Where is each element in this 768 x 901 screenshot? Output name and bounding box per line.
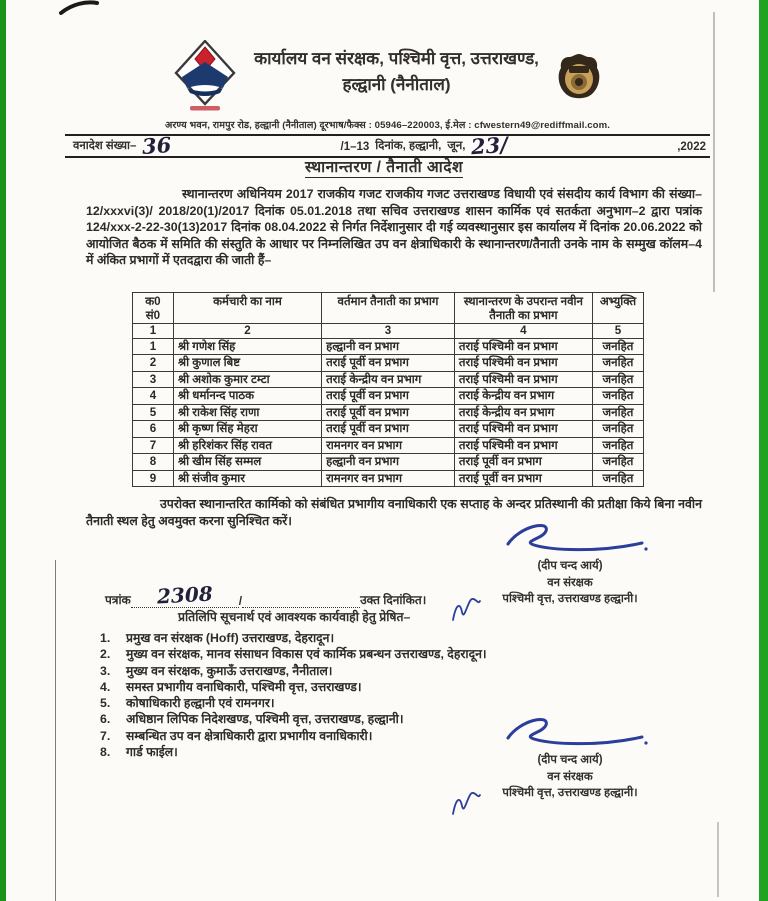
office-title-line2: हल्द्वानी (नैनीताल) xyxy=(342,75,451,95)
initials-scribble xyxy=(451,790,481,816)
table-cell: श्री गणेश सिंह xyxy=(173,338,321,355)
table-cell: तराई पूर्वी वन प्रभाग xyxy=(322,421,455,438)
copy-list xyxy=(100,630,487,760)
table-cell: तराई पश्चिमी वन प्रभाग xyxy=(454,437,592,454)
copy-list-number: 5. xyxy=(100,696,111,711)
copy-list-number: 1. xyxy=(100,631,111,645)
signature-block-top xyxy=(455,518,685,608)
dispatch-number-box xyxy=(131,583,239,608)
col-number: 4 xyxy=(454,324,592,339)
col-header-current-division: वर्तमान तैनाती का प्रभाग xyxy=(322,293,455,324)
copy-list-item xyxy=(100,711,487,727)
document-title: स्थानान्तरण / तैनाती आदेश xyxy=(304,159,464,176)
order-number-label: वनादेश संख्या– xyxy=(73,140,137,152)
table-cell: 3 xyxy=(133,371,174,388)
copy-list-item xyxy=(100,728,487,744)
table-cell: तराई पश्चिमी वन प्रभाग xyxy=(454,421,592,438)
table-cell: तराई केन्द्रीय वन प्रभाग xyxy=(454,404,592,421)
table-row xyxy=(133,355,644,372)
table-cell: 1 xyxy=(133,338,174,355)
table-cell: तराई पूर्वी वन प्रभाग xyxy=(454,470,592,487)
table-cell: 9 xyxy=(133,470,174,487)
table-row xyxy=(133,470,644,487)
table-body xyxy=(133,338,644,487)
table-row xyxy=(133,338,644,355)
transfer-table xyxy=(132,292,644,487)
order-date-label: दिनांक, हल्द्वानी, xyxy=(375,140,442,152)
copy-list-text: सम्बन्धित उप वन क्षेत्राधिकारी द्वारा प्रभागीय वनाधिकारी। xyxy=(126,728,373,743)
signatory-office: पश्चिमी वृत्त, उत्तराखण्ड हल्द्वानी। xyxy=(502,787,638,800)
table-row xyxy=(133,421,644,438)
scan-fold-line-left xyxy=(55,560,56,901)
table-cell: तराई पूर्वी वन प्रभाग xyxy=(322,388,455,405)
signatory-name: (दीप चन्द आर्य) xyxy=(537,754,603,766)
table-cell: श्री धर्मानन्द पाठक xyxy=(173,388,321,405)
table-cell: तराई पूर्वी वन प्रभाग xyxy=(454,454,592,471)
signatory-office: पश्चिमी वृत्त, उत्तराखण्ड हल्द्वानी। xyxy=(502,593,638,606)
table-cell: श्री हरिशंकर सिंह रावत xyxy=(173,437,321,454)
copy-list-text: अधिष्ठान लिपिक निदेशखण्ड, पश्चिमी वृत्त, उत्तराखण्ड, हल्द्वानी। xyxy=(126,712,404,727)
table-cell: तराई पश्चिमी वन प्रभाग xyxy=(454,371,592,388)
copy-list-text: समस्त प्रभागीय वनाधिकारी, पश्चिमी वृत्त, उत्तराखण्ड। xyxy=(126,679,362,694)
col-header-name: कर्मचारी का नाम xyxy=(173,293,321,324)
table-cell: तराई पूर्वी वन प्रभाग xyxy=(322,355,455,372)
copy-list-number: 4. xyxy=(100,679,111,694)
copy-list-item xyxy=(100,646,487,662)
table-cell: जनहित xyxy=(592,338,643,355)
column-number-row xyxy=(133,324,644,339)
col-header-new-division: स्थानान्तरण के उपरान्त नवीन तैनाती का प्रभाग xyxy=(454,293,592,324)
table-cell: श्री अशोक कुमार टम्टा xyxy=(173,371,321,388)
signature-ink xyxy=(490,712,650,754)
table-cell: तराई पश्चिमी वन प्रभाग xyxy=(454,355,592,372)
copy-list-number: 7. xyxy=(100,728,111,743)
copy-list-text: गार्ड फाईल। xyxy=(126,745,178,760)
table-cell: 5 xyxy=(133,404,174,421)
scan-fold-line-right xyxy=(713,12,715,292)
copy-distribution-heading: प्रतिलिपि सूचनार्थ एवं आवश्यक कार्यवाही हेतु प्रेषित– xyxy=(178,610,411,624)
signatory-name: (दीप चन्द आर्य) xyxy=(537,560,603,572)
order-year: ,2022 xyxy=(677,141,706,153)
dispatch-number-line xyxy=(105,583,426,608)
dispatch-label: पत्रांक xyxy=(105,593,131,607)
order-body-paragraph: स्थानान्तरण अधिनियम 2017 राजकीय गजट राजकीय गजट उत्तराखण्ड विधायी एवं संसदीय कार्य विभाग की संख्या–12/xxxvi(3)/ 2018/20(1)/2017 दिनांक 05.01.2018 तथा सचिव उत्तराखण्ड शासन कार्मिक एवं सतर्कता अनुभाग–2 द्वारा पत्रांक 124/xxx-2-22-30(13)2017 दिनांक 08.04.2022 से निर्गत निर्देशानुसार दी गई व्यवस्थानुसार इस कार्यालय में दिनांक 20.06.2022 को आयोजित बैठक में समिति की संस्तुति के आधार पर निम्नलिखित उप वन क्षेत्राधिकारी के स्थानान्तरण/तैनाती उनके नाम के सम्मुख कॉलम–4 में अंकित प्रभागों में एतदद्वारा की जाती हैं– xyxy=(86,187,702,268)
table-cell: जनहित xyxy=(592,454,643,471)
copy-list-text: प्रमुख वन संरक्षक (Hoff) उत्तराखण्ड, देहरादून। xyxy=(126,631,335,645)
table-cell: जनहित xyxy=(592,371,643,388)
table-cell: 2 xyxy=(133,355,174,372)
order-day-handwritten: 23/ xyxy=(470,131,510,160)
table-cell: श्री संजीव कुमार xyxy=(173,470,321,487)
table-cell: श्री राकेश सिंह राणा xyxy=(173,404,321,421)
table-header-row xyxy=(133,293,644,324)
copy-list-text: कोषाधिकारी हल्द्वानी एवं रामनगर। xyxy=(126,696,275,711)
dispatch-suffix: उक्त दिनांकित। xyxy=(360,593,427,607)
copy-list-item xyxy=(100,679,487,695)
scan-edge-left xyxy=(0,0,6,901)
office-title xyxy=(254,46,539,99)
dispatch-number-handwritten: 2308 xyxy=(156,581,214,609)
table-cell: 7 xyxy=(133,437,174,454)
copy-list-item xyxy=(100,695,487,711)
table-cell: श्री खीम सिंह सम्मल xyxy=(173,454,321,471)
table-cell: जनहित xyxy=(592,437,643,454)
order-number-handwritten: 36 xyxy=(141,132,173,159)
table-cell: तराई पश्चिमी वन प्रभाग xyxy=(454,338,592,355)
col-number: 1 xyxy=(133,324,174,339)
col-number: 3 xyxy=(322,324,455,339)
col-number: 5 xyxy=(592,324,643,339)
table-cell: तराई केन्द्रीय वन प्रभाग xyxy=(322,371,455,388)
copy-list-text: मुख्य वन संरक्षक, कुमाऊँ उत्तराखण्ड, नैनीताल। xyxy=(126,663,333,678)
campa-logo-icon xyxy=(174,40,236,112)
table-cell: जनहित xyxy=(592,355,643,372)
copy-list-number: 3. xyxy=(100,663,111,678)
table-cell: रामनगर वन प्रभाग xyxy=(322,437,455,454)
signatory-designation: वन संरक्षक xyxy=(547,770,593,783)
table-cell: 8 xyxy=(133,454,174,471)
col-number: 2 xyxy=(173,324,321,339)
copy-list-text: मुख्य वन संरक्षक, मानव संसाधन विकास एवं कार्मिक प्रबन्धन उत्तराखण्ड, देहरादून। xyxy=(126,647,487,662)
table-cell: तराई पूर्वी वन प्रभाग xyxy=(322,404,455,421)
initials-scribble xyxy=(451,596,481,622)
table-cell: रामनगर वन प्रभाग xyxy=(322,470,455,487)
signature-block-bottom xyxy=(455,712,685,802)
table-cell: हल्द्वानी वन प्रभाग xyxy=(322,338,455,355)
table-cell: जनहित xyxy=(592,404,643,421)
scan-edge-right xyxy=(759,0,768,901)
table-row xyxy=(133,404,644,421)
copy-list-item xyxy=(100,744,487,760)
copy-list-item xyxy=(100,630,487,646)
table-row xyxy=(133,437,644,454)
col-header-serial: क0 सं0 xyxy=(133,293,174,324)
office-title-line1: कार्यालय वन संरक्षक, पश्चिमी वृत्त, उत्तराखण्ड, xyxy=(254,49,539,68)
copy-list-number: 8. xyxy=(100,745,111,760)
col-header-remarks: अभ्युक्ति xyxy=(592,293,643,324)
letterhead xyxy=(65,38,710,158)
forest-badge-icon xyxy=(557,52,601,102)
scan-smudge xyxy=(717,822,719,897)
table-cell: जनहित xyxy=(592,388,643,405)
table-row xyxy=(133,371,644,388)
table-cell: 4 xyxy=(133,388,174,405)
signature-ink xyxy=(490,518,650,560)
signatory-designation: वन संरक्षक xyxy=(547,576,593,589)
dispatch-separator: / xyxy=(238,594,243,608)
office-address-line: अरण्य भवन, रामपुर रोड, हल्द्वानी (नैनीताल) दूरभाष/फैक्स : 05946–220003, ई.मेल : cfwestern49@rediffmail.com. xyxy=(65,118,710,136)
table-cell: जनहित xyxy=(592,470,643,487)
copy-list-number: 6. xyxy=(100,712,111,727)
table-cell: 6 xyxy=(133,421,174,438)
order-number-suffix: /1–13 xyxy=(340,141,370,153)
table-cell: हल्द्वानी वन प्रभाग xyxy=(322,454,455,471)
table-cell: जनहित xyxy=(592,421,643,438)
table-row xyxy=(133,388,644,405)
table-cell: तराई केन्द्रीय वन प्रभाग xyxy=(454,388,592,405)
copy-list-item xyxy=(100,663,487,679)
order-month: जून, xyxy=(447,140,466,152)
table-cell: श्री कुणाल बिष्ट xyxy=(173,355,321,372)
copy-list-number: 2. xyxy=(100,647,111,662)
release-instruction-paragraph: उपरोक्त स्थानान्तरित कार्मिको को संबंधित प्रभागीय वनाधिकारी एक सप्ताह के अन्दर प्रतिस्थानी की प्रतीक्षा किये बिना नवीन तैनाती स्थल हेतु अवमुक्त करना सुनिश्चित करें। xyxy=(86,497,702,528)
table-cell: श्री कृष्ण सिंह मेहरा xyxy=(173,421,321,438)
table-row xyxy=(133,454,644,471)
pen-tick-mark xyxy=(58,0,100,16)
